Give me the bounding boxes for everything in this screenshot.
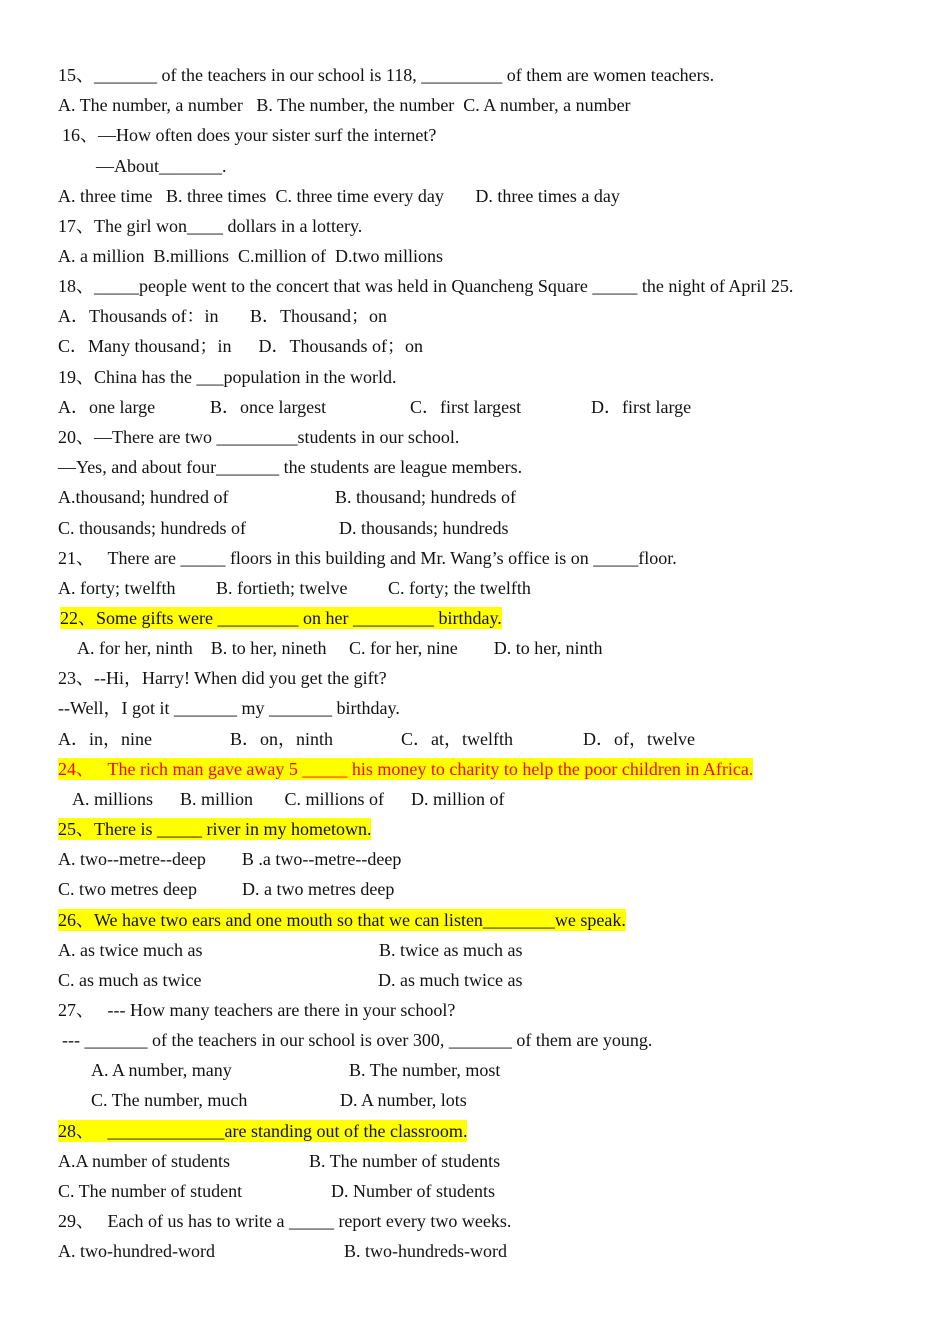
question-16: 16、—How often does your sister surf the internet? xyxy=(62,125,437,145)
question-27-option-b: B. The number, most xyxy=(349,1060,501,1080)
question-20-reply: —Yes, and about four_______ the students are league members. xyxy=(58,457,523,477)
question-19-option-c: C．first largest xyxy=(410,397,522,417)
question-15: 15、_______ of the teachers in our school is 118, _________ of them are women teachers. xyxy=(58,65,715,85)
question-29-option-b: B. two-hundreds-word xyxy=(344,1241,507,1261)
question-24-highlighted: 24、 The rich man gave away 5 _____ his money to charity to help the poor children in Africa. xyxy=(58,759,754,779)
question-26-option-d: D. as much twice as xyxy=(378,970,523,990)
question-17-options: A. a million B.millions C.million of D.two millions xyxy=(58,246,444,266)
question-23-option-c: C．at，twelfth xyxy=(401,729,513,749)
question-22-options: A. for her, ninth B. to her, nineth C. for her, nine D. to her, ninth xyxy=(77,638,603,658)
question-26-option-b: B. twice as much as xyxy=(379,940,523,960)
question-27-reply: --- _______ of the teachers in our school is over 300, _______ of them are young. xyxy=(62,1030,653,1050)
question-21-options: A. forty; twelfth B. fortieth; twelve C. forty; the twelfth xyxy=(58,578,531,598)
question-27-option-a: A. A number, many xyxy=(91,1060,232,1080)
question-18-options-ab: A．Thousands of：in B．Thousand；on xyxy=(58,306,387,326)
question-23: 23、--Hi，Harry! When did you get the gift? xyxy=(58,668,387,688)
question-20-option-b: B. thousand; hundreds of xyxy=(335,487,516,507)
question-25-options-cd: C. two metres deep D. a two metres deep xyxy=(58,879,395,899)
question-28-option-d: D. Number of students xyxy=(331,1181,495,1201)
question-20-option-a: A.thousand; hundred of xyxy=(58,487,229,507)
question-15-options: A. The number, a number B. The number, the number C. A number, a number xyxy=(58,95,631,115)
question-18-options-cd: C．Many thousand；in D．Thousands of；on xyxy=(58,336,423,356)
question-29-option-a: A. two-hundred-word xyxy=(58,1241,215,1261)
question-19-option-d: D．first large xyxy=(591,397,692,417)
question-23-reply: --Well，I got it _______ my _______ birthday. xyxy=(58,698,400,718)
question-16-options: A. three time B. three times C. three time every day D. three times a day xyxy=(58,186,620,206)
question-16-answer-line: —About_______. xyxy=(96,156,227,176)
question-27-option-c: C. The number, much xyxy=(91,1090,248,1110)
question-20-option-c: C. thousands; hundreds of xyxy=(58,518,246,538)
question-28-option-a: A.A number of students xyxy=(58,1151,230,1171)
question-28-option-b: B. The number of students xyxy=(309,1151,501,1171)
question-18: 18、_____people went to the concert that was held in Quancheng Square _____ the night of April 25. xyxy=(58,276,794,296)
question-29: 29、 Each of us has to write a _____ report every two weeks. xyxy=(58,1211,512,1231)
question-23-option-d: D．of，twelve xyxy=(583,729,695,749)
question-19-option-b: B．once largest xyxy=(210,397,327,417)
question-27-option-d: D. A number, lots xyxy=(340,1090,467,1110)
question-27: 27、 --- How many teachers are there in your school? xyxy=(58,1000,456,1020)
question-25-options-ab: A. two--metre--deep B .a two--metre--deep xyxy=(58,849,402,869)
question-25-highlighted: 25、There is _____ river in my hometown. xyxy=(58,819,372,839)
question-20-option-d: D. thousands; hundreds xyxy=(339,518,509,538)
question-17: 17、The girl won____ dollars in a lottery. xyxy=(58,216,363,236)
question-23-option-b: B．on，ninth xyxy=(230,729,334,749)
question-26-option-c: C. as much as twice xyxy=(58,970,202,990)
question-21: 21、 There are _____ floors in this building and Mr. Wang’s office is on _____floor. xyxy=(58,548,677,568)
question-19-option-a: A．one large xyxy=(58,397,156,417)
question-23-option-a: A．in，nine xyxy=(58,729,152,749)
question-22-highlighted: 22、Some gifts were _________ on her _________ birthday. xyxy=(60,608,502,628)
question-24-options: A. millions B. million C. millions of D. million of xyxy=(72,789,505,809)
question-26-option-a: A. as twice much as xyxy=(58,940,203,960)
question-19: 19、China has the ___population in the world. xyxy=(58,367,397,387)
question-28-option-c: C. The number of student xyxy=(58,1181,243,1201)
question-26-highlighted: 26、We have two ears and one mouth so that we can listen________we speak. xyxy=(58,910,626,930)
question-20: 20、—There are two _________students in our school. xyxy=(58,427,460,447)
question-28-highlighted: 28、 _____________are standing out of the classroom. xyxy=(58,1121,468,1141)
